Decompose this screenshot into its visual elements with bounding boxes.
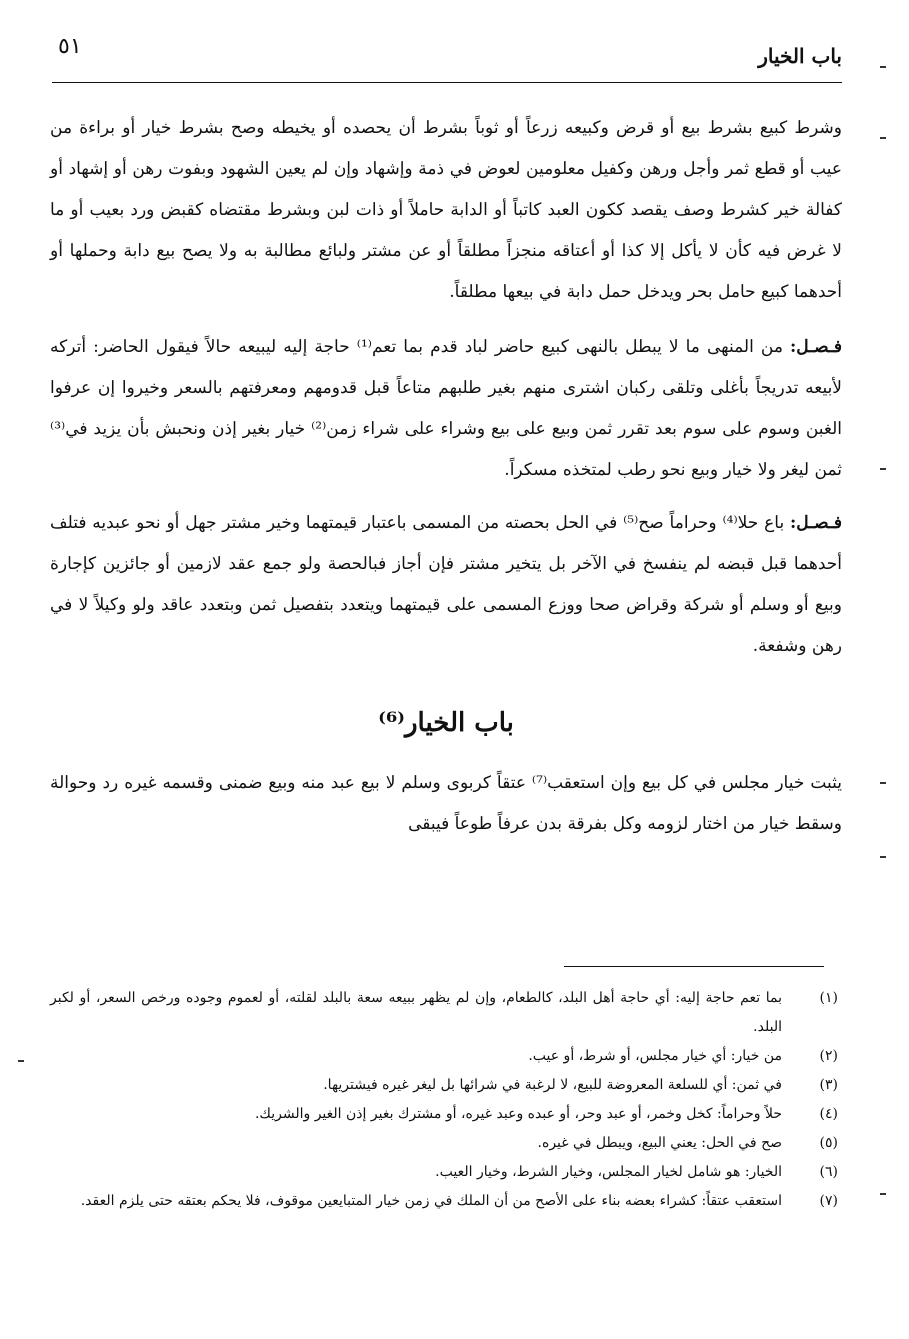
scan-mark [880,468,886,470]
page-number: ٥١ [58,34,82,59]
footnote-number: (٤) [819,1106,838,1122]
footnote-text: في ثمن: أي للسلعة المعروضة للبيع، لا لرغبة في شرائها بل ليغر غيره فيشتريها. [323,1077,782,1093]
paragraph-3 [50,503,842,667]
footnotes [50,984,842,1216]
footnote [50,1129,842,1158]
footnote-text: من خيار: أي خيار مجلس، أو شرط، أو عيب. [528,1048,782,1064]
paragraph-3-text: باع حلا⁽⁴⁾ وحراماً صح⁽⁵⁾ في الحل بحصته من المسمى باعتبار قيمتهما وخير مشتر جهل أو نحو عبديه فتلف أحدهما قبل قبضه لم ينفسخ في الآخر بل يتخير مشتر فإن أجاز فبالحصة ولو جمع عقد لازمين أو جائزين كإجارة وبيع أو وسلم أو شركة وقراض صحا ووزع المسمى على قيمتهما ويتعدد بتفصيل ثمن وبتعدد عاقد ولو وكيلاً لا في رهن وشفعة. [50,513,842,656]
footnote [50,1071,842,1100]
scan-mark [880,782,886,784]
footnote-text: بما تعم حاجة إليه: أي حاجة أهل البلد، كالطعام، وإن لم يظهر ببيعه سعة بالبلد لقلته، أو لعموم وجوده ورخص السعر، أو لكبر البلد. [50,990,782,1035]
footnote-number: (٧) [819,1193,838,1209]
footnote-divider [564,966,824,967]
scan-mark [880,66,886,68]
footnote-number: (٦) [819,1164,838,1180]
footnote-text: استعقب عتقاً: كشراء بعضه بناء على الأصح من أن الملك في زمن خيار المتبايعين موقوف، فلا يحكم بعتقه حتى يلزم العقد. [80,1193,782,1209]
paragraph-2-text: من المنهى ما لا يبطل بالنهى كبيع حاضر لباد قدم بما تعم⁽¹⁾ حاجة إليه ليبيعه حالاً فيقول الحاضر: أتركه لأبيعه تدريجاً بأغلى وتلقى ركبان اشترى منهم بغير طلبهم متاعاً قبل قدومهم ومعرفتهم بالسعر وخيروا إن عرفوا الغبن وسوم على سوم بعد تقرر ثمن وبيع على بيع وشراء على شراء زمن⁽²⁾ خيار بغير إذن ونحبش بأن يزيد في⁽³⁾ ثمن ليغر ولا خيار وبيع نحو رطب لمتخذه مسكراً. [50,337,842,480]
body-text [50,108,842,857]
footnote-text: صح في الحل: يعني البيع، ويبطل في غيره. [537,1135,782,1151]
scan-mark [880,137,886,139]
footnote-text: الخيار: هو شامل لخيار المجلس، وخيار الشرط، وخيار العيب. [435,1164,782,1180]
scan-mark [18,1060,24,1062]
paragraph-2 [50,327,842,491]
chapter-title: باب الخيار⁽⁶⁾ [378,708,514,738]
running-title: باب الخيار [758,44,842,68]
scan-mark [880,856,886,858]
footnote-number: (٥) [819,1135,838,1151]
footnote-number: (٢) [819,1048,838,1064]
page-header [52,30,842,83]
paragraph-1: وشرط كبيع بشرط بيع أو قرض وكبيعه زرعاً أو ثوباً بشرط أن يحصده أو يخيطه وصح بشرط خيار أو براءة من عيب أو قطع ثمر وأجل ورهن وكفيل معلومين لعوض في ذمة وإشهاد وإن لم يعين الشهود وبفوت رهن أو إشهاد أو كفالة خير كشرط وصف يقصد ككون العبد كاتباً أو الدابة حاملاً أو ذات لبن وبشرط مقتضاه كقبض ورد بعيب أو ما لا غرض فيه كأن لا يأكل إلا كذا أو أعتاقه منجزاً مطلقاً أو عن مشتر ولبائع مطالبة به ولا يصح بيع دابة وحملها أو أحدهما كبيع حامل بحر ويدخل حمل دابة في بيعها مطلقاً. [50,118,842,302]
footnote [50,1100,842,1129]
section-lead: فـصـل: [790,337,842,357]
scan-mark [880,1193,886,1195]
footnote-text: حلاً وحراماً: كخل وخمر، أو عبد وحر، أو عبده وعبد غيره، أو مشترك بغير إذن الغير والشريك. [254,1106,782,1122]
paragraph-4: يثبت خيار مجلس في كل بيع وإن استعقب⁽⁷⁾ عتقاً كربوى وسلم لا بيع عبد منه وبيع ضمنى وقسمه غيره رد وحوالة وسقط خيار من اختار لزومه وكل بفرقة بدن عرفاً طوعاً فيبقى [50,773,843,834]
footnote [50,984,842,1042]
footnote [50,1042,842,1071]
section-lead: فـصـل: [790,513,842,533]
footnote-number: (٣) [819,1077,838,1093]
footnote-number: (١) [819,990,838,1006]
footnote [50,1187,842,1216]
footnote [50,1158,842,1187]
